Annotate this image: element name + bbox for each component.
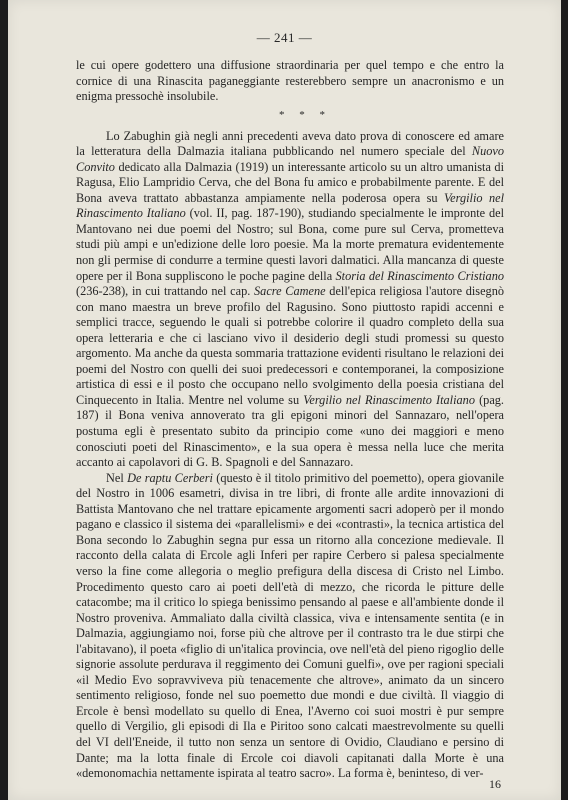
page-number: — 241 —: [256, 30, 313, 45]
title-vergilio: Vergilio nel Rinascimento Italiano: [76, 190, 504, 221]
paragraph-de-raptu: Nel De raptu Cerberi (questo è il titolo primitivo del poemetto), opera giovanile del Nostro in 1006 esametri, divisa in tre libri, di fronte alle ardite innovazioni di Battista Mantovano che nel trattare epicamente argomenti sacri adoperò per il mondo pagano e classico il sistema dei «parallelismi» e dei «contrasti», la tecnica artistica del Bona secondo lo Zabughin segna pur essa un ritorno alla concezione medievale. Il racconto della calata di Ercole agli Inferi per rapire Cerbero si palesa specialmente verso la fine come allegoria o meglio prefigura della discesa di Cristo nel Limbo. Procedimento questo caro ai poeti dell'età di mezzo, che ricorda le pitture delle catacombe; ma il critico lo spiega benissimo pensando al paese e all'ambiente donde il Nostro proveniva. Ammaliato dalla civiltà classica, viva e intensamente sentita (e in Dalmazia, aggiungiamo noi, forse più che altrove per il contrasto tra le due stirpi che l'abitavano), il poeta «figlio di un'italica provincia, ove nell'età del pieno rigoglio delle signorie assolute perdurava il reggimento dei Comuni guelfi», ove per ragioni speciali «il Medio Evo sopravviveva più tenacemente che altrove», animato da un sincero sentimento religioso, fonde nel suo poemetto due mondi e due civiltà. Il viaggio di Ercole è bensì modellato su quello di Enea, l'Averno coi suoi mostri è pur sempre quello di Vergilio, gli episodi di Ila e Piritoo sono calcati maestrevolmente su quelli del VI dell'Eneide, il tutto non senza un sentore di Ovidio, Claudiano e persino di Dante; ma la lotta finale di Ercole coi diavoli capitanati dalla Morte è una «demonomachia nettamente ispirata al teatro sacro». La forma è, beninteso, di ver-: [76, 470, 504, 781]
signature-mark: 16: [489, 777, 501, 791]
title-vergilio-2: Vergilio nel Rinascimento Italiano: [303, 392, 475, 407]
section-separator: * * *: [279, 108, 331, 121]
paragraph-continuation: le cui opere godettero una diffusione straordinaria per quel tempo e che entro la cornice di una Rinascita paganeggiante resterebbero sempre un anacronismo e un enigma pressochè insolubile.: [76, 58, 504, 104]
title-sacre-camene: Sacre Camene: [254, 284, 326, 299]
title-nuovo-convito: Nuovo Convito: [76, 144, 504, 174]
page-body: [76, 58, 504, 782]
title-storia-rinascimento: Storia del Rinascimento Cristiano: [335, 268, 504, 283]
book-page: [8, 0, 561, 800]
title-de-raptu-cerberi: De raptu Cerberi: [127, 470, 213, 485]
paragraph-zabughin: Lo Zabughin già negli anni precedenti aveva dato prova di conoscere ed amare la letteratura della Dalmazia italiana pubblicando nel numero speciale del Nuovo Convito dedicato alla Dalmazia (1919) un interessante articolo su un altro umanista di Ragusa, Elio Lampridio Cerva, che del Bona fu amico e probabilmente parente. E del Bona aveva trattato abbastanza ampiamente nella poderosa opera su Vergilio nel Rinascimento Italiano (vol. II, pag. 187-190), studiando specialmente le impronte del Mantovano nei due poemi del Nostro; sul Bona, come pure sul Cerva, prometteva studi più ampi e un'edizione delle loro poesie. Ma la morte prematura evidentemente non gli permise di condurre a termine questi lavori dalmatici. Alla mancanza di queste opere per il Bona suppliscono le poche pagine della Storia del Rinascimento Cristiano (236-238), in cui trattando nel cap. Sacre Camene dell'epica religiosa l'autore disegnò con mano maestra un breve profilo del Ragusino. Sono piuttosto rapidi accenni e semplici tracce, seguendo le quali si potrebbe colorire il quadro completo della sua opera letteraria e che ci lasciano vivo il desiderio degli studi promessi su questo argomento. Ma anche da questa sommaria trattazione evidenti risultano le relazioni dei poemi del Nostro con quelli dei suoi predecessori e contemporanei, la composizione artistica di essi e il posto che occupano nello svolgimento della poesia cristiana del Cinquecento in Italia. Mentre nel volume su Vergilio nel Rinascimento Italiano (pag. 187) il Bona veniva annoverato tra gli epigoni minori del Sannazaro, nell'opera postuma egli è presentato subito da principio come «uno dei maggiori e meno conosciuti poeti del Rinascimento», e la sua opera è messa nella luce che merita accanto ai capolavori di G. B. Spagnoli e del Sannazaro.: [76, 128, 505, 470]
